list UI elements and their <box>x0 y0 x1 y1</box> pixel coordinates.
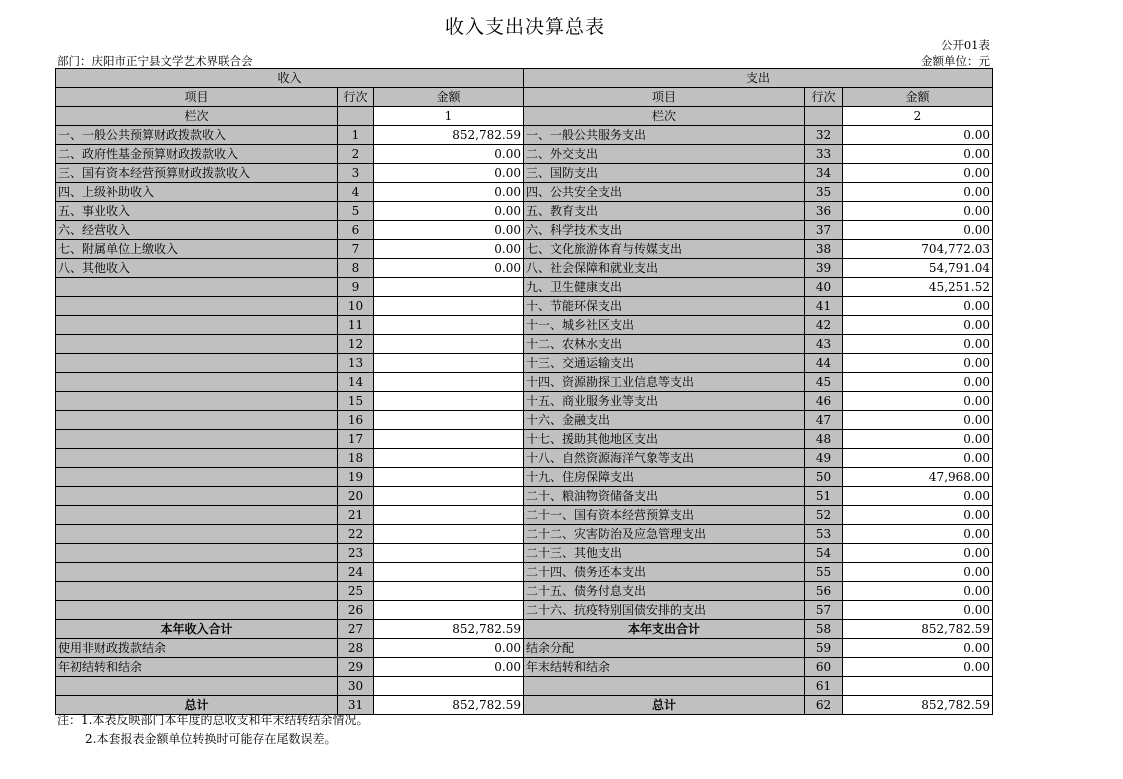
expense-item-name: 年末结转和结余 <box>524 658 805 677</box>
income-item-name: 六、经营收入 <box>56 221 338 240</box>
income-item-name <box>56 582 338 601</box>
income-amount: 0.00 <box>374 164 524 183</box>
expense-amount: 0.00 <box>843 373 993 392</box>
income-amount: 852,782.59 <box>374 126 524 145</box>
table-row <box>56 259 993 278</box>
income-amount <box>374 278 524 297</box>
income-line-no: 21 <box>338 506 374 525</box>
income-line-no: 31 <box>338 696 374 715</box>
income-item-name <box>56 449 338 468</box>
income-line-no: 24 <box>338 563 374 582</box>
income-amount <box>374 563 524 582</box>
expense-line-no: 54 <box>805 544 843 563</box>
income-line-no: 30 <box>338 677 374 696</box>
expense-item-name: 三、国防支出 <box>524 164 805 183</box>
expense-item-header: 项目 <box>524 88 805 107</box>
income-item-name <box>56 563 338 582</box>
expense-line-no: 61 <box>805 677 843 696</box>
income-line-no: 23 <box>338 544 374 563</box>
income-item-name <box>56 430 338 449</box>
expense-item-name: 十八、自然资源海洋气象等支出 <box>524 449 805 468</box>
note-1: 注：1.本表反映部门本年度的总收支和年末结转结余情况。 <box>57 713 369 727</box>
table-row <box>56 658 993 677</box>
expense-amount: 852,782.59 <box>843 620 993 639</box>
expense-line-no: 39 <box>805 259 843 278</box>
income-item-header: 项目 <box>56 88 338 107</box>
expense-column-index: 2 <box>843 107 993 126</box>
expense-line-no: 62 <box>805 696 843 715</box>
income-amount <box>374 297 524 316</box>
income-item-name: 一、一般公共预算财政拨款收入 <box>56 126 338 145</box>
department-label: 部门：庆阳市正宁县文学艺术界联合会 <box>57 54 253 68</box>
income-line-no: 3 <box>338 164 374 183</box>
expense-amount: 0.00 <box>843 639 993 658</box>
income-item-name <box>56 468 338 487</box>
expense-amount: 852,782.59 <box>843 696 993 715</box>
form-number: 公开01表 <box>940 38 990 52</box>
table-row <box>56 278 993 297</box>
income-item-name <box>56 316 338 335</box>
expense-item-name: 七、文化旅游体育与传媒支出 <box>524 240 805 259</box>
expense-amount: 54,791.04 <box>843 259 993 278</box>
income-item-name: 三、国有资本经营预算财政拨款收入 <box>56 164 338 183</box>
table-row <box>56 449 993 468</box>
expense-line-no: 53 <box>805 525 843 544</box>
income-amount: 0.00 <box>374 658 524 677</box>
expense-amount <box>843 677 993 696</box>
expense-amount: 0.00 <box>843 392 993 411</box>
expense-line-no: 49 <box>805 449 843 468</box>
expense-item-name: 十二、农林水支出 <box>524 335 805 354</box>
income-line-no: 1 <box>338 126 374 145</box>
expense-line-no: 47 <box>805 411 843 430</box>
income-line-no: 15 <box>338 392 374 411</box>
income-amount <box>374 411 524 430</box>
expense-amount: 704,772.03 <box>843 240 993 259</box>
expense-item-name: 十四、资源勘探工业信息等支出 <box>524 373 805 392</box>
income-amount: 0.00 <box>374 259 524 278</box>
income-amount <box>374 487 524 506</box>
income-item-name: 八、其他收入 <box>56 259 338 278</box>
expense-amount: 0.00 <box>843 183 993 202</box>
expense-column-line-blank <box>805 107 843 126</box>
expense-line-no: 32 <box>805 126 843 145</box>
expense-amount: 0.00 <box>843 335 993 354</box>
expense-amount: 0.00 <box>843 411 993 430</box>
expense-amount-header: 金额 <box>843 88 993 107</box>
income-line-no: 19 <box>338 468 374 487</box>
expense-line-no: 46 <box>805 392 843 411</box>
expense-line-no: 37 <box>805 221 843 240</box>
expense-line-no: 40 <box>805 278 843 297</box>
expense-line-no: 55 <box>805 563 843 582</box>
income-amount <box>374 525 524 544</box>
income-item-name: 二、政府性基金预算财政拨款收入 <box>56 145 338 164</box>
income-item-name <box>56 506 338 525</box>
income-amount <box>374 335 524 354</box>
expense-amount: 0.00 <box>843 297 993 316</box>
expense-item-name: 九、卫生健康支出 <box>524 278 805 297</box>
income-line-no: 4 <box>338 183 374 202</box>
income-column-label: 栏次 <box>56 107 338 126</box>
expense-line-no: 38 <box>805 240 843 259</box>
expense-amount: 0.00 <box>843 658 993 677</box>
table-row <box>56 126 993 145</box>
expense-line-no: 33 <box>805 145 843 164</box>
table-row <box>56 411 993 430</box>
expense-amount: 47,968.00 <box>843 468 993 487</box>
expense-item-name: 本年支出合计 <box>524 620 805 639</box>
income-amount <box>374 677 524 696</box>
expense-amount: 0.00 <box>843 525 993 544</box>
income-amount <box>374 316 524 335</box>
income-amount <box>374 468 524 487</box>
income-line-header: 行次 <box>338 88 374 107</box>
expense-section-header: 支出 <box>524 69 993 88</box>
header-row-columns <box>56 88 993 107</box>
expense-item-name: 二十四、债务还本支出 <box>524 563 805 582</box>
expense-item-name: 十九、住房保障支出 <box>524 468 805 487</box>
table-row <box>56 601 993 620</box>
expense-item-name: 十一、城乡社区支出 <box>524 316 805 335</box>
income-expense-table <box>55 68 993 715</box>
income-amount <box>374 544 524 563</box>
note-2: 2.本套报表金额单位转换时可能存在尾数误差。 <box>85 732 337 746</box>
expense-line-no: 44 <box>805 354 843 373</box>
expense-amount: 0.00 <box>843 221 993 240</box>
income-line-no: 27 <box>338 620 374 639</box>
expense-item-name: 六、科学技术支出 <box>524 221 805 240</box>
table-row <box>56 164 993 183</box>
expense-item-name: 二十五、债务付息支出 <box>524 582 805 601</box>
table-row <box>56 145 993 164</box>
expense-amount: 45,251.52 <box>843 278 993 297</box>
income-item-name: 七、附属单位上缴收入 <box>56 240 338 259</box>
income-amount: 852,782.59 <box>374 696 524 715</box>
income-line-no: 9 <box>338 278 374 297</box>
expense-amount: 0.00 <box>843 126 993 145</box>
income-item-name: 五、事业收入 <box>56 202 338 221</box>
income-item-name <box>56 373 338 392</box>
expense-amount: 0.00 <box>843 582 993 601</box>
income-amount: 852,782.59 <box>374 620 524 639</box>
expense-item-name: 二十三、其他支出 <box>524 544 805 563</box>
table-row <box>56 335 993 354</box>
income-line-no: 16 <box>338 411 374 430</box>
income-item-name: 本年收入合计 <box>56 620 338 639</box>
expense-line-no: 42 <box>805 316 843 335</box>
table-row <box>56 582 993 601</box>
expense-item-name: 一、一般公共服务支出 <box>524 126 805 145</box>
expense-item-name: 八、社会保障和就业支出 <box>524 259 805 278</box>
income-amount <box>374 373 524 392</box>
income-item-name: 总计 <box>56 696 338 715</box>
expense-amount: 0.00 <box>843 601 993 620</box>
table-row <box>56 525 993 544</box>
income-item-name: 使用非财政拨款结余 <box>56 639 338 658</box>
expense-item-name: 二十二、灾害防治及应急管理支出 <box>524 525 805 544</box>
expense-item-name: 十七、援助其他地区支出 <box>524 430 805 449</box>
table-row <box>56 373 993 392</box>
income-item-name <box>56 544 338 563</box>
table-row <box>56 392 993 411</box>
expense-amount: 0.00 <box>843 316 993 335</box>
table-row <box>56 506 993 525</box>
page-title: 收入支出决算总表 <box>444 16 605 38</box>
expense-item-name: 五、教育支出 <box>524 202 805 221</box>
income-line-no: 8 <box>338 259 374 278</box>
expense-item-name: 十三、交通运输支出 <box>524 354 805 373</box>
table-row <box>56 316 993 335</box>
expense-item-name: 十五、商业服务业等支出 <box>524 392 805 411</box>
income-item-name: 四、上级补助收入 <box>56 183 338 202</box>
income-line-no: 22 <box>338 525 374 544</box>
income-amount: 0.00 <box>374 639 524 658</box>
expense-item-name: 十六、金融支出 <box>524 411 805 430</box>
income-item-name <box>56 601 338 620</box>
table-row <box>56 468 993 487</box>
table-row <box>56 183 993 202</box>
table-row <box>56 240 993 259</box>
income-amount <box>374 601 524 620</box>
expense-amount: 0.00 <box>843 145 993 164</box>
income-amount: 0.00 <box>374 240 524 259</box>
table-row <box>56 221 993 240</box>
expense-amount: 0.00 <box>843 354 993 373</box>
income-amount: 0.00 <box>374 183 524 202</box>
expense-line-header: 行次 <box>805 88 843 107</box>
expense-line-no: 51 <box>805 487 843 506</box>
expense-item-name: 二十、粮油物资储备支出 <box>524 487 805 506</box>
expense-line-no: 60 <box>805 658 843 677</box>
expense-line-no: 48 <box>805 430 843 449</box>
income-item-name <box>56 297 338 316</box>
income-item-name: 年初结转和结余 <box>56 658 338 677</box>
table-row <box>56 677 993 696</box>
income-item-name <box>56 525 338 544</box>
income-line-no: 18 <box>338 449 374 468</box>
expense-line-no: 41 <box>805 297 843 316</box>
income-item-name <box>56 354 338 373</box>
income-column-index: 1 <box>374 107 524 126</box>
income-amount: 0.00 <box>374 145 524 164</box>
amount-unit-label: 金额单位：元 <box>921 54 990 68</box>
table-row <box>56 620 993 639</box>
income-line-no: 11 <box>338 316 374 335</box>
expense-amount: 0.00 <box>843 164 993 183</box>
income-amount-header: 金额 <box>374 88 524 107</box>
header-row-section <box>56 69 993 88</box>
expense-line-no: 59 <box>805 639 843 658</box>
expense-amount: 0.00 <box>843 202 993 221</box>
expense-line-no: 45 <box>805 373 843 392</box>
income-item-name <box>56 278 338 297</box>
income-amount <box>374 354 524 373</box>
expense-line-no: 56 <box>805 582 843 601</box>
income-amount <box>374 506 524 525</box>
expense-item-name: 四、公共安全支出 <box>524 183 805 202</box>
income-amount: 0.00 <box>374 221 524 240</box>
expense-item-name: 十、节能环保支出 <box>524 297 805 316</box>
expense-column-label: 栏次 <box>524 107 805 126</box>
table-row <box>56 430 993 449</box>
income-item-name <box>56 487 338 506</box>
table-row <box>56 487 993 506</box>
expense-line-no: 36 <box>805 202 843 221</box>
expense-amount: 0.00 <box>843 506 993 525</box>
income-line-no: 12 <box>338 335 374 354</box>
expense-amount: 0.00 <box>843 544 993 563</box>
income-item-name <box>56 677 338 696</box>
table-row <box>56 202 993 221</box>
expense-line-no: 52 <box>805 506 843 525</box>
expense-item-name <box>524 677 805 696</box>
expense-item-name: 二十一、国有资本经营预算支出 <box>524 506 805 525</box>
income-amount: 0.00 <box>374 202 524 221</box>
table-row <box>56 297 993 316</box>
income-amount <box>374 430 524 449</box>
income-line-no: 28 <box>338 639 374 658</box>
expense-line-no: 35 <box>805 183 843 202</box>
income-line-no: 26 <box>338 601 374 620</box>
income-line-no: 13 <box>338 354 374 373</box>
expense-line-no: 34 <box>805 164 843 183</box>
income-column-line-blank <box>338 107 374 126</box>
income-line-no: 2 <box>338 145 374 164</box>
table-row <box>56 563 993 582</box>
notes <box>57 711 368 749</box>
income-item-name <box>56 392 338 411</box>
income-line-no: 14 <box>338 373 374 392</box>
income-line-no: 10 <box>338 297 374 316</box>
income-line-no: 20 <box>338 487 374 506</box>
table-row <box>56 354 993 373</box>
income-item-name <box>56 411 338 430</box>
expense-line-no: 58 <box>805 620 843 639</box>
expense-item-name: 总计 <box>524 696 805 715</box>
expense-line-no: 43 <box>805 335 843 354</box>
income-section-header: 收入 <box>56 69 524 88</box>
income-line-no: 7 <box>338 240 374 259</box>
expense-item-name: 结余分配 <box>524 639 805 658</box>
expense-amount: 0.00 <box>843 487 993 506</box>
income-amount <box>374 392 524 411</box>
expense-line-no: 50 <box>805 468 843 487</box>
income-amount <box>374 582 524 601</box>
income-line-no: 17 <box>338 430 374 449</box>
income-line-no: 25 <box>338 582 374 601</box>
income-line-no: 5 <box>338 202 374 221</box>
expense-amount: 0.00 <box>843 430 993 449</box>
table-row <box>56 639 993 658</box>
income-line-no: 6 <box>338 221 374 240</box>
income-line-no: 29 <box>338 658 374 677</box>
income-amount <box>374 449 524 468</box>
expense-item-name: 二、外交支出 <box>524 145 805 164</box>
expense-item-name: 二十六、抗疫特别国债安排的支出 <box>524 601 805 620</box>
expense-line-no: 57 <box>805 601 843 620</box>
header-row-column-index <box>56 107 993 126</box>
expense-amount: 0.00 <box>843 563 993 582</box>
table-row <box>56 544 993 563</box>
expense-amount: 0.00 <box>843 449 993 468</box>
income-item-name <box>56 335 338 354</box>
